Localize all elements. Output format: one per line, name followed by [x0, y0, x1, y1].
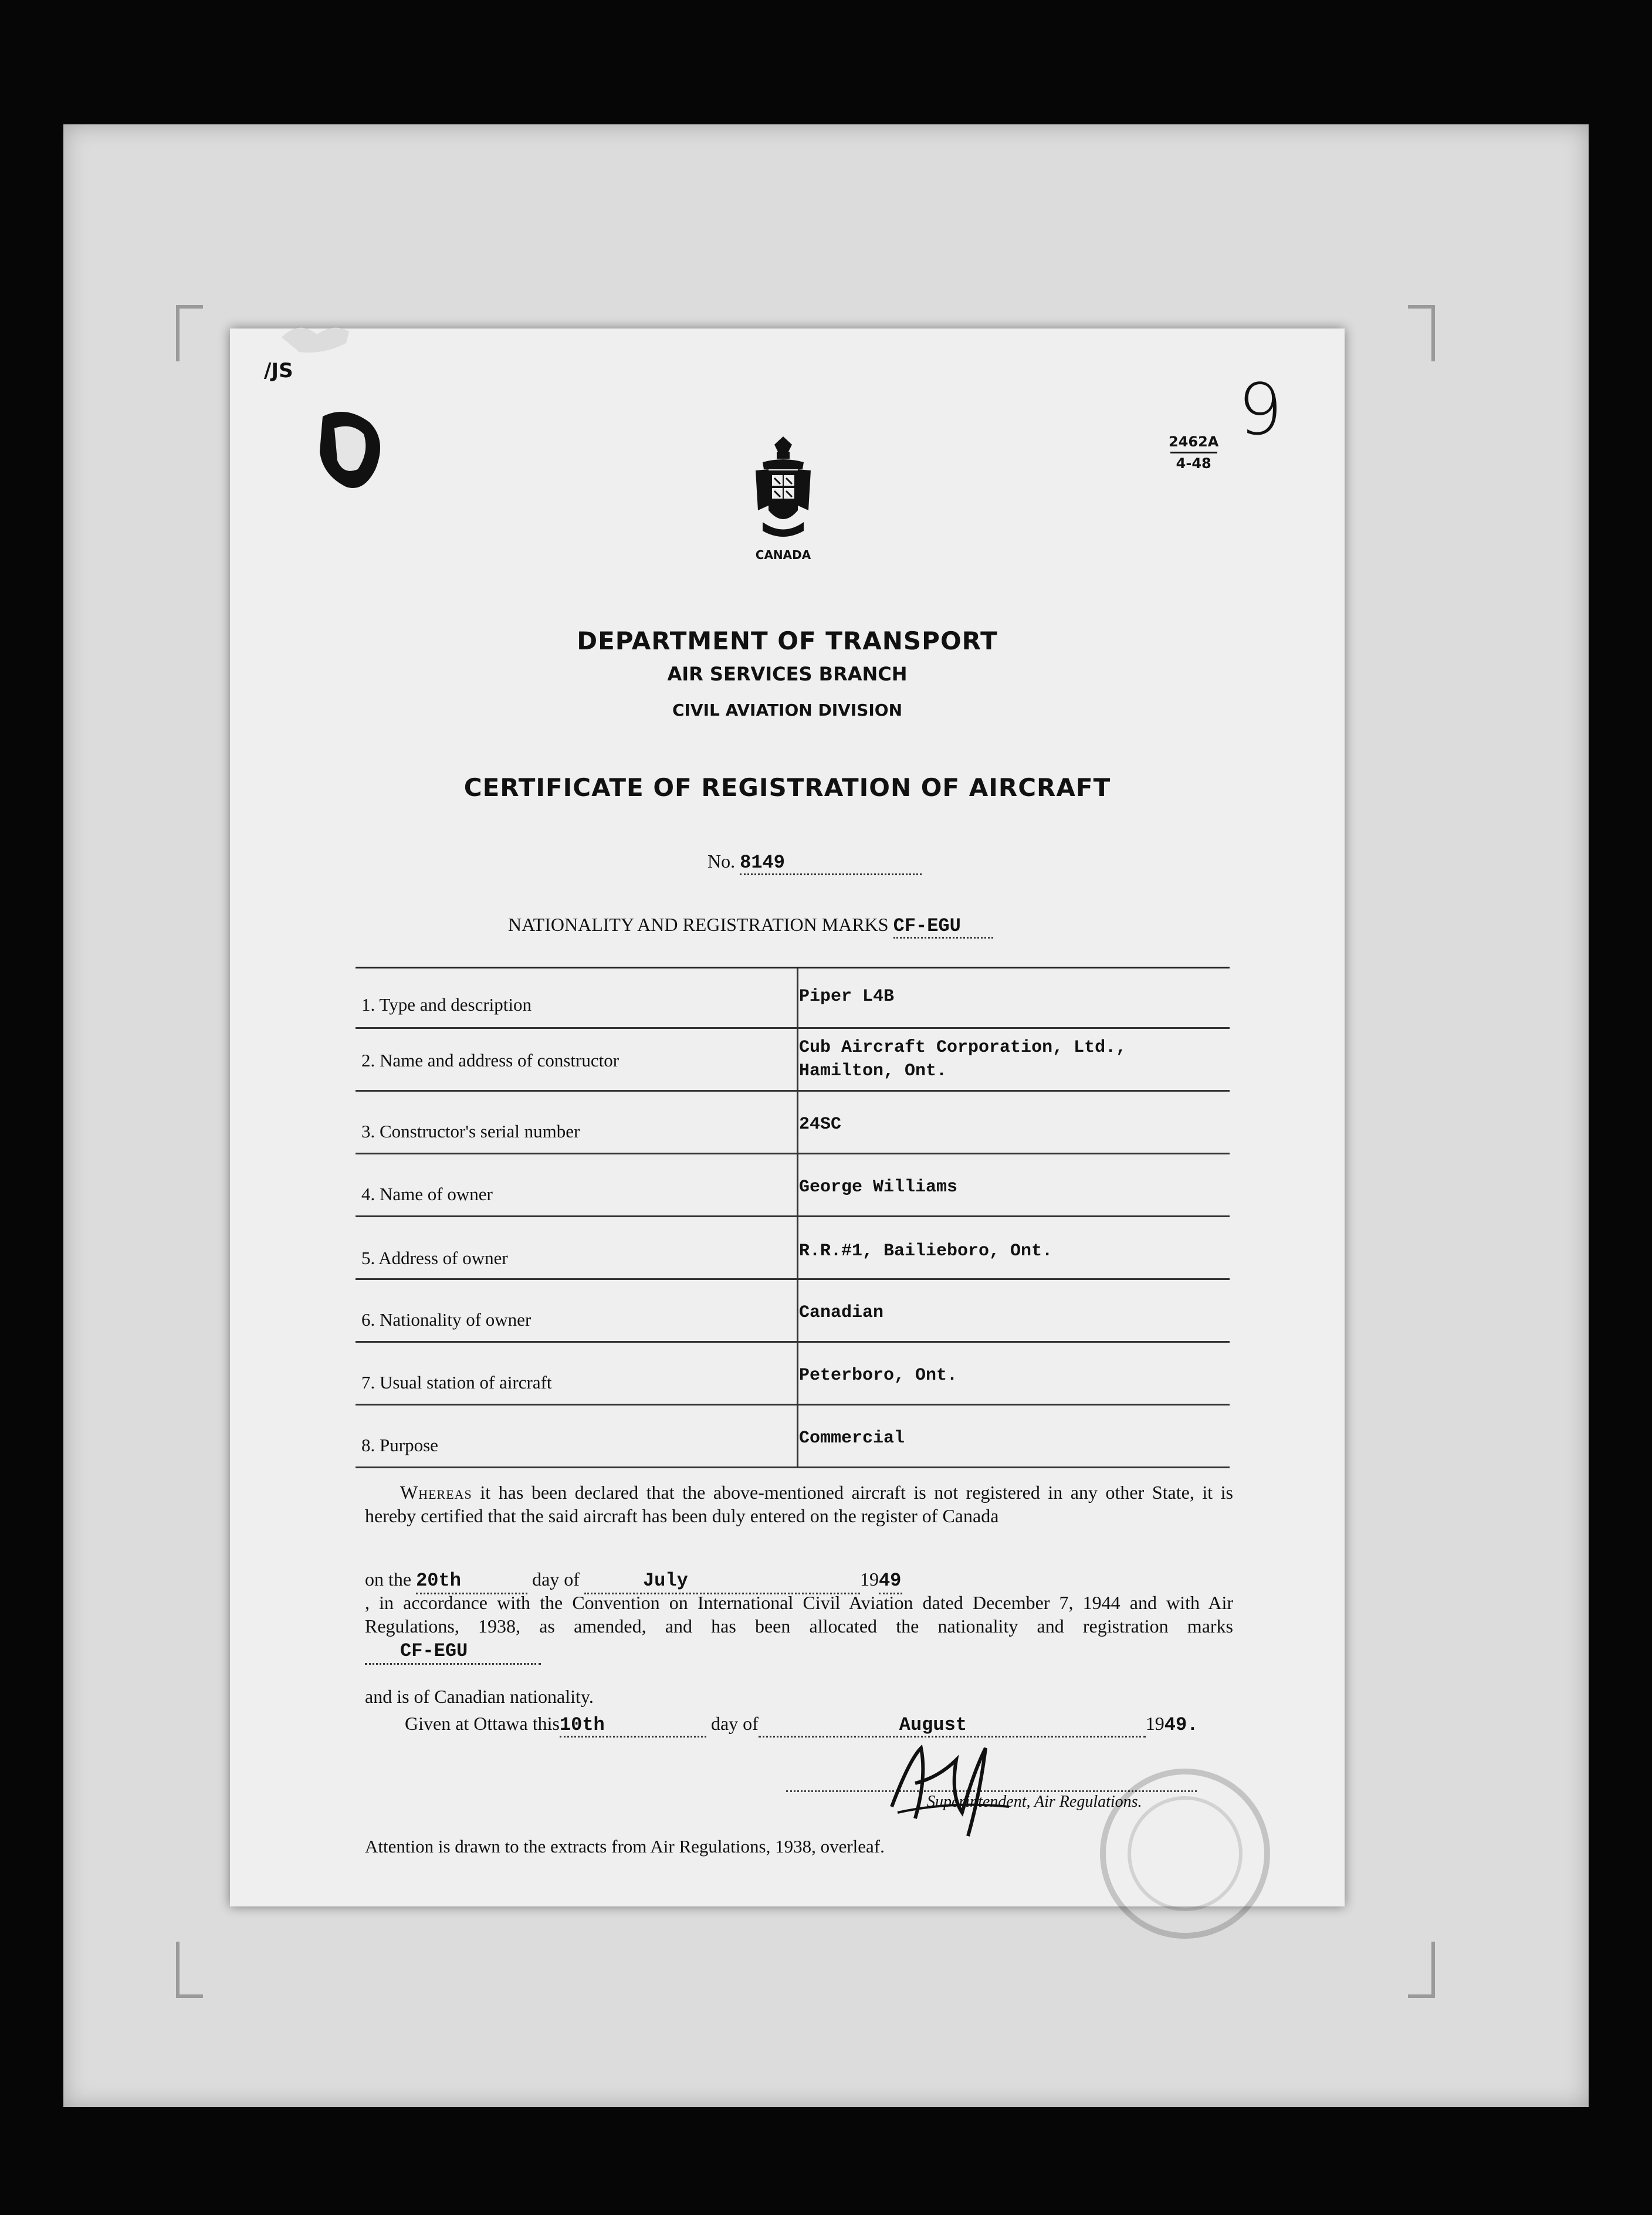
registration-year: 49: [878, 1570, 902, 1591]
field-value: Cub Aircraft Corporation, Ltd., Hamilton, Ont.: [799, 1038, 1127, 1081]
declaration-closing: and is of Canadian nationality.: [365, 1686, 594, 1707]
torn-corner: [282, 320, 352, 361]
field-label: 2. Name and address of constructor: [361, 1050, 620, 1071]
registration-marks: CF-EGU: [893, 915, 961, 937]
handwritten-signature: [880, 1725, 1021, 1842]
handwritten-page-number: 9: [1238, 370, 1283, 451]
certificate-number-line: [707, 851, 922, 875]
scan-corner-mark: [1408, 1942, 1435, 1998]
table-row-owner-name: [356, 1154, 1230, 1217]
registration-marks-field: [893, 914, 993, 939]
canada-coat-of-arms-icon: [751, 434, 815, 546]
field-label: 7. Usual station of aircraft: [361, 1372, 552, 1393]
table-row-station: [356, 1343, 1230, 1405]
registration-marks-line: [508, 914, 993, 939]
field-label: 5. Address of owner: [361, 1248, 508, 1268]
field-value: Canadian: [799, 1303, 884, 1323]
registration-marks-label: NATIONALITY AND REGISTRATION MARKS: [508, 914, 889, 935]
given-month: August: [899, 1714, 967, 1736]
declaration-paragraph: [365, 1481, 1233, 1528]
form-number-divider: [1170, 452, 1217, 453]
file-reference: /JS: [264, 359, 293, 382]
table-row-owner-address: [356, 1217, 1230, 1280]
certificate-number: 8149: [740, 852, 785, 873]
signatory-title: Superintendent, Air Regulations.: [927, 1793, 1142, 1811]
given-year: 49.: [1164, 1714, 1199, 1736]
field-label: 3. Constructor's serial number: [361, 1121, 580, 1142]
certificate-number-field: [740, 851, 922, 875]
given-at-line: Given at Ottawa this10th day of August 1949.: [405, 1713, 1198, 1738]
declaration-text-2: , in accordance with the Convention on International Civil Aviation dated December 7, 1944 and with Air Regulations, 1938, as amended, and has been allocated the nationality and registration marks: [365, 1592, 1233, 1637]
registration-day: 20th: [416, 1570, 461, 1591]
field-value: R.R.#1, Bailieboro, Ont.: [799, 1241, 1053, 1261]
field-label: 8. Purpose: [361, 1435, 438, 1455]
form-number-code: 2462A: [1169, 433, 1219, 450]
table-row-nationality: [356, 1280, 1230, 1343]
registration-date-line: on the 20th day of July 1949: [365, 1567, 902, 1594]
allocated-marks: CF-EGU: [400, 1640, 468, 1662]
branch-heading: AIR SERVICES BRANCH: [667, 663, 908, 685]
registration-month: July: [642, 1570, 688, 1591]
form-number-date: 4-48: [1176, 455, 1211, 472]
table-row-constructor: [356, 1029, 1230, 1092]
declaration-paragraph-2: [365, 1591, 1233, 1665]
whereas-word: Whereas: [400, 1482, 472, 1503]
table-row-serial: [356, 1092, 1230, 1154]
field-value: Piper L4B: [799, 987, 895, 1007]
declaration-text: it has been declared that the above-mentioned aircraft is not registered in any other State, it is hereby certified that the said aircraft has been duly entered on the register of Canada: [365, 1482, 1234, 1526]
scan-corner-mark: [176, 305, 203, 361]
field-label: 6. Nationality of owner: [361, 1309, 532, 1330]
given-day: 10th: [559, 1714, 605, 1736]
field-label: 4. Name of owner: [361, 1184, 493, 1204]
certificate-number-label: No.: [707, 851, 736, 872]
crest-label: CANADA: [755, 548, 811, 562]
certificate-title: CERTIFICATE OF REGISTRATION OF AIRCRAFT: [463, 773, 1111, 802]
division-heading: CIVIL AVIATION DIVISION: [672, 700, 903, 720]
table-row-type: [356, 968, 1230, 1029]
department-heading: DEPARTMENT OF TRANSPORT: [577, 626, 998, 655]
attention-note: Attention is drawn to the extracts from Air Regulations, 1938, overleaf.: [365, 1836, 885, 1857]
scan-corner-mark: [1408, 305, 1435, 361]
field-value: George Williams: [799, 1177, 958, 1197]
particulars-table: [356, 967, 1230, 1468]
torn-hole: [311, 405, 393, 499]
field-label: 1. Type and description: [361, 994, 532, 1015]
scan-corner-mark: [176, 1942, 203, 1998]
faded-official-seal: [1091, 1760, 1279, 1948]
field-value: Commercial: [799, 1428, 905, 1448]
field-value: 24SC: [799, 1115, 842, 1134]
field-value: Peterboro, Ont.: [799, 1366, 958, 1386]
table-row-purpose: [356, 1405, 1230, 1468]
form-number: [1169, 433, 1218, 472]
